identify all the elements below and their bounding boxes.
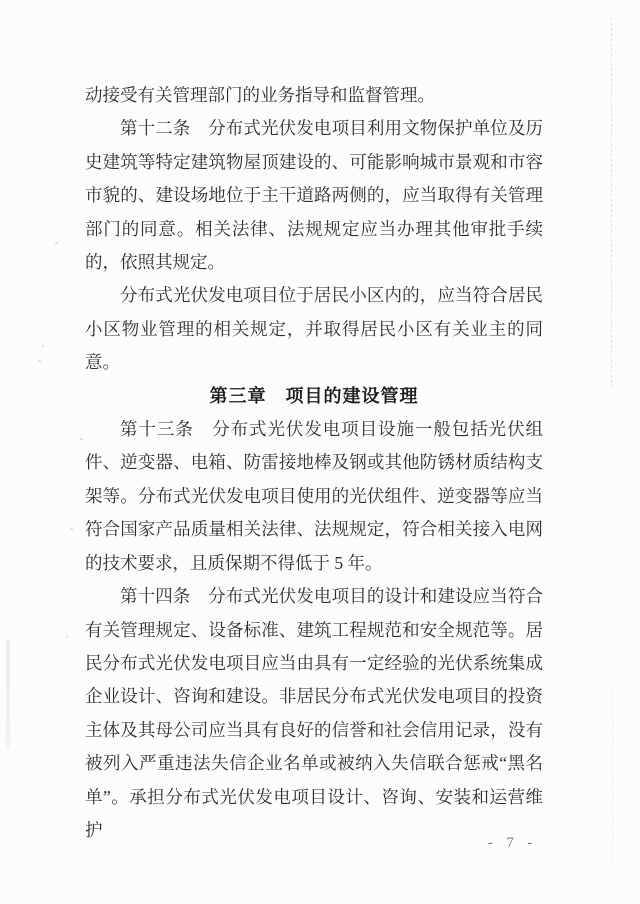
chapter-heading: 第三章 项目的建设管理: [209, 385, 419, 406]
paragraph-article-14: 第十四条 分布式光伏发电项目的设计和建设应当符合有关管理规定、设备标准、建筑工程规范和安全规范等。居民分布式光伏发电项目应当由具有一定经验的光伏系统集成企业设计、咨询和建设。非居民分布式光伏发电项目的投资主体及其母公司应当具有良好的信誉和社会信用记录，没有被列入严重违法失信企业名单或被纳入失信联合惩戒“黑名单”。承担分布式光伏发电项目设计、咨询、安装和运营维护: [85, 586, 543, 840]
page-text-block: [85, 79, 543, 847]
page-number: - 7 -: [488, 835, 538, 851]
scan-speck: [42, 345, 44, 347]
scan-edge-artifact: [612, 690, 614, 860]
paragraph-article-12: 第十二条 分布式光伏发电项目利用文物保护单位及历史建筑等特定建筑物屋顶建设的、可能影响城市景观和市容市貌的、建设场地位于主干道路两侧的，应当取得有关管理部门的同意。相关法律、法规规定应当办理其他审批手续的，依照其规定。: [85, 118, 543, 273]
paragraph-residential-area: 分布式光伏发电项目位于居民小区内的，应当符合居民小区物业管理的相关规定，并取得居民小区有关业主的同意。: [85, 285, 543, 373]
scan-edge-artifact: [611, 18, 613, 388]
scan-speck: [66, 636, 68, 638]
scan-smudge-artifact: [6, 640, 10, 750]
paragraph-continuation: 动接受有关管理部门的业务指导和监督管理。: [85, 85, 435, 105]
scan-speck: [70, 528, 73, 530]
scan-speck: [80, 438, 83, 440]
paragraph-article-13: 第十三条 分布式光伏发电项目设施一般包括光伏组件、逆变器、电箱、防雷接地棒及钢或其他防锈材质结构支架等。分布式光伏发电项目使用的光伏组件、逆变器等应当符合国家产品质量相关法律、法规规定，符合相关接入电网的技术要求，且质保期不得低于 5 年。: [85, 419, 543, 573]
scan-speck: [55, 242, 58, 244]
scan-speck: [38, 360, 41, 362]
